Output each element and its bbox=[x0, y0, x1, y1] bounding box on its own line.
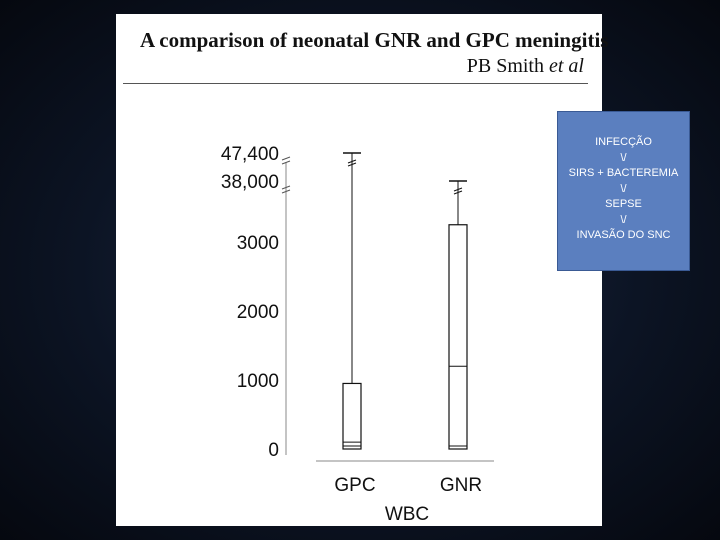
x-axis-title: WBC bbox=[384, 504, 430, 525]
y-tick-label: 47,400 bbox=[220, 144, 279, 165]
pathway-arrow: \/ bbox=[620, 182, 627, 195]
y-tick-label: 0 bbox=[268, 440, 279, 461]
author-name: PB Smith bbox=[466, 55, 544, 77]
author-suffix: et al bbox=[549, 55, 584, 77]
x-tick-label: GPC bbox=[334, 475, 376, 496]
x-tick-label: GNR bbox=[439, 475, 483, 496]
y-tick-label: 38,000 bbox=[220, 172, 279, 193]
pathway-arrow: \/ bbox=[620, 151, 627, 164]
box-iqr bbox=[449, 225, 467, 449]
box-plot-chart bbox=[116, 14, 609, 526]
y-tick-label: 1000 bbox=[236, 371, 279, 392]
y-tick-label: 3000 bbox=[236, 233, 279, 254]
pathway-step: INFECÇÃO bbox=[595, 136, 652, 148]
pathway-step: SIRS + BACTEREMIA bbox=[568, 167, 679, 179]
y-tick-label: 2000 bbox=[236, 302, 279, 323]
axis-break-mark bbox=[282, 157, 290, 160]
box-iqr bbox=[343, 383, 361, 449]
pathway-arrow: \/ bbox=[620, 213, 627, 226]
pathway-infobox bbox=[557, 111, 690, 271]
figure-title: A comparison of neonatal GNR and GPC meningitis bbox=[140, 28, 609, 52]
pathway-step: INVASÃO DO SNC bbox=[576, 229, 671, 241]
pathway-step: SEPSE bbox=[605, 198, 642, 210]
